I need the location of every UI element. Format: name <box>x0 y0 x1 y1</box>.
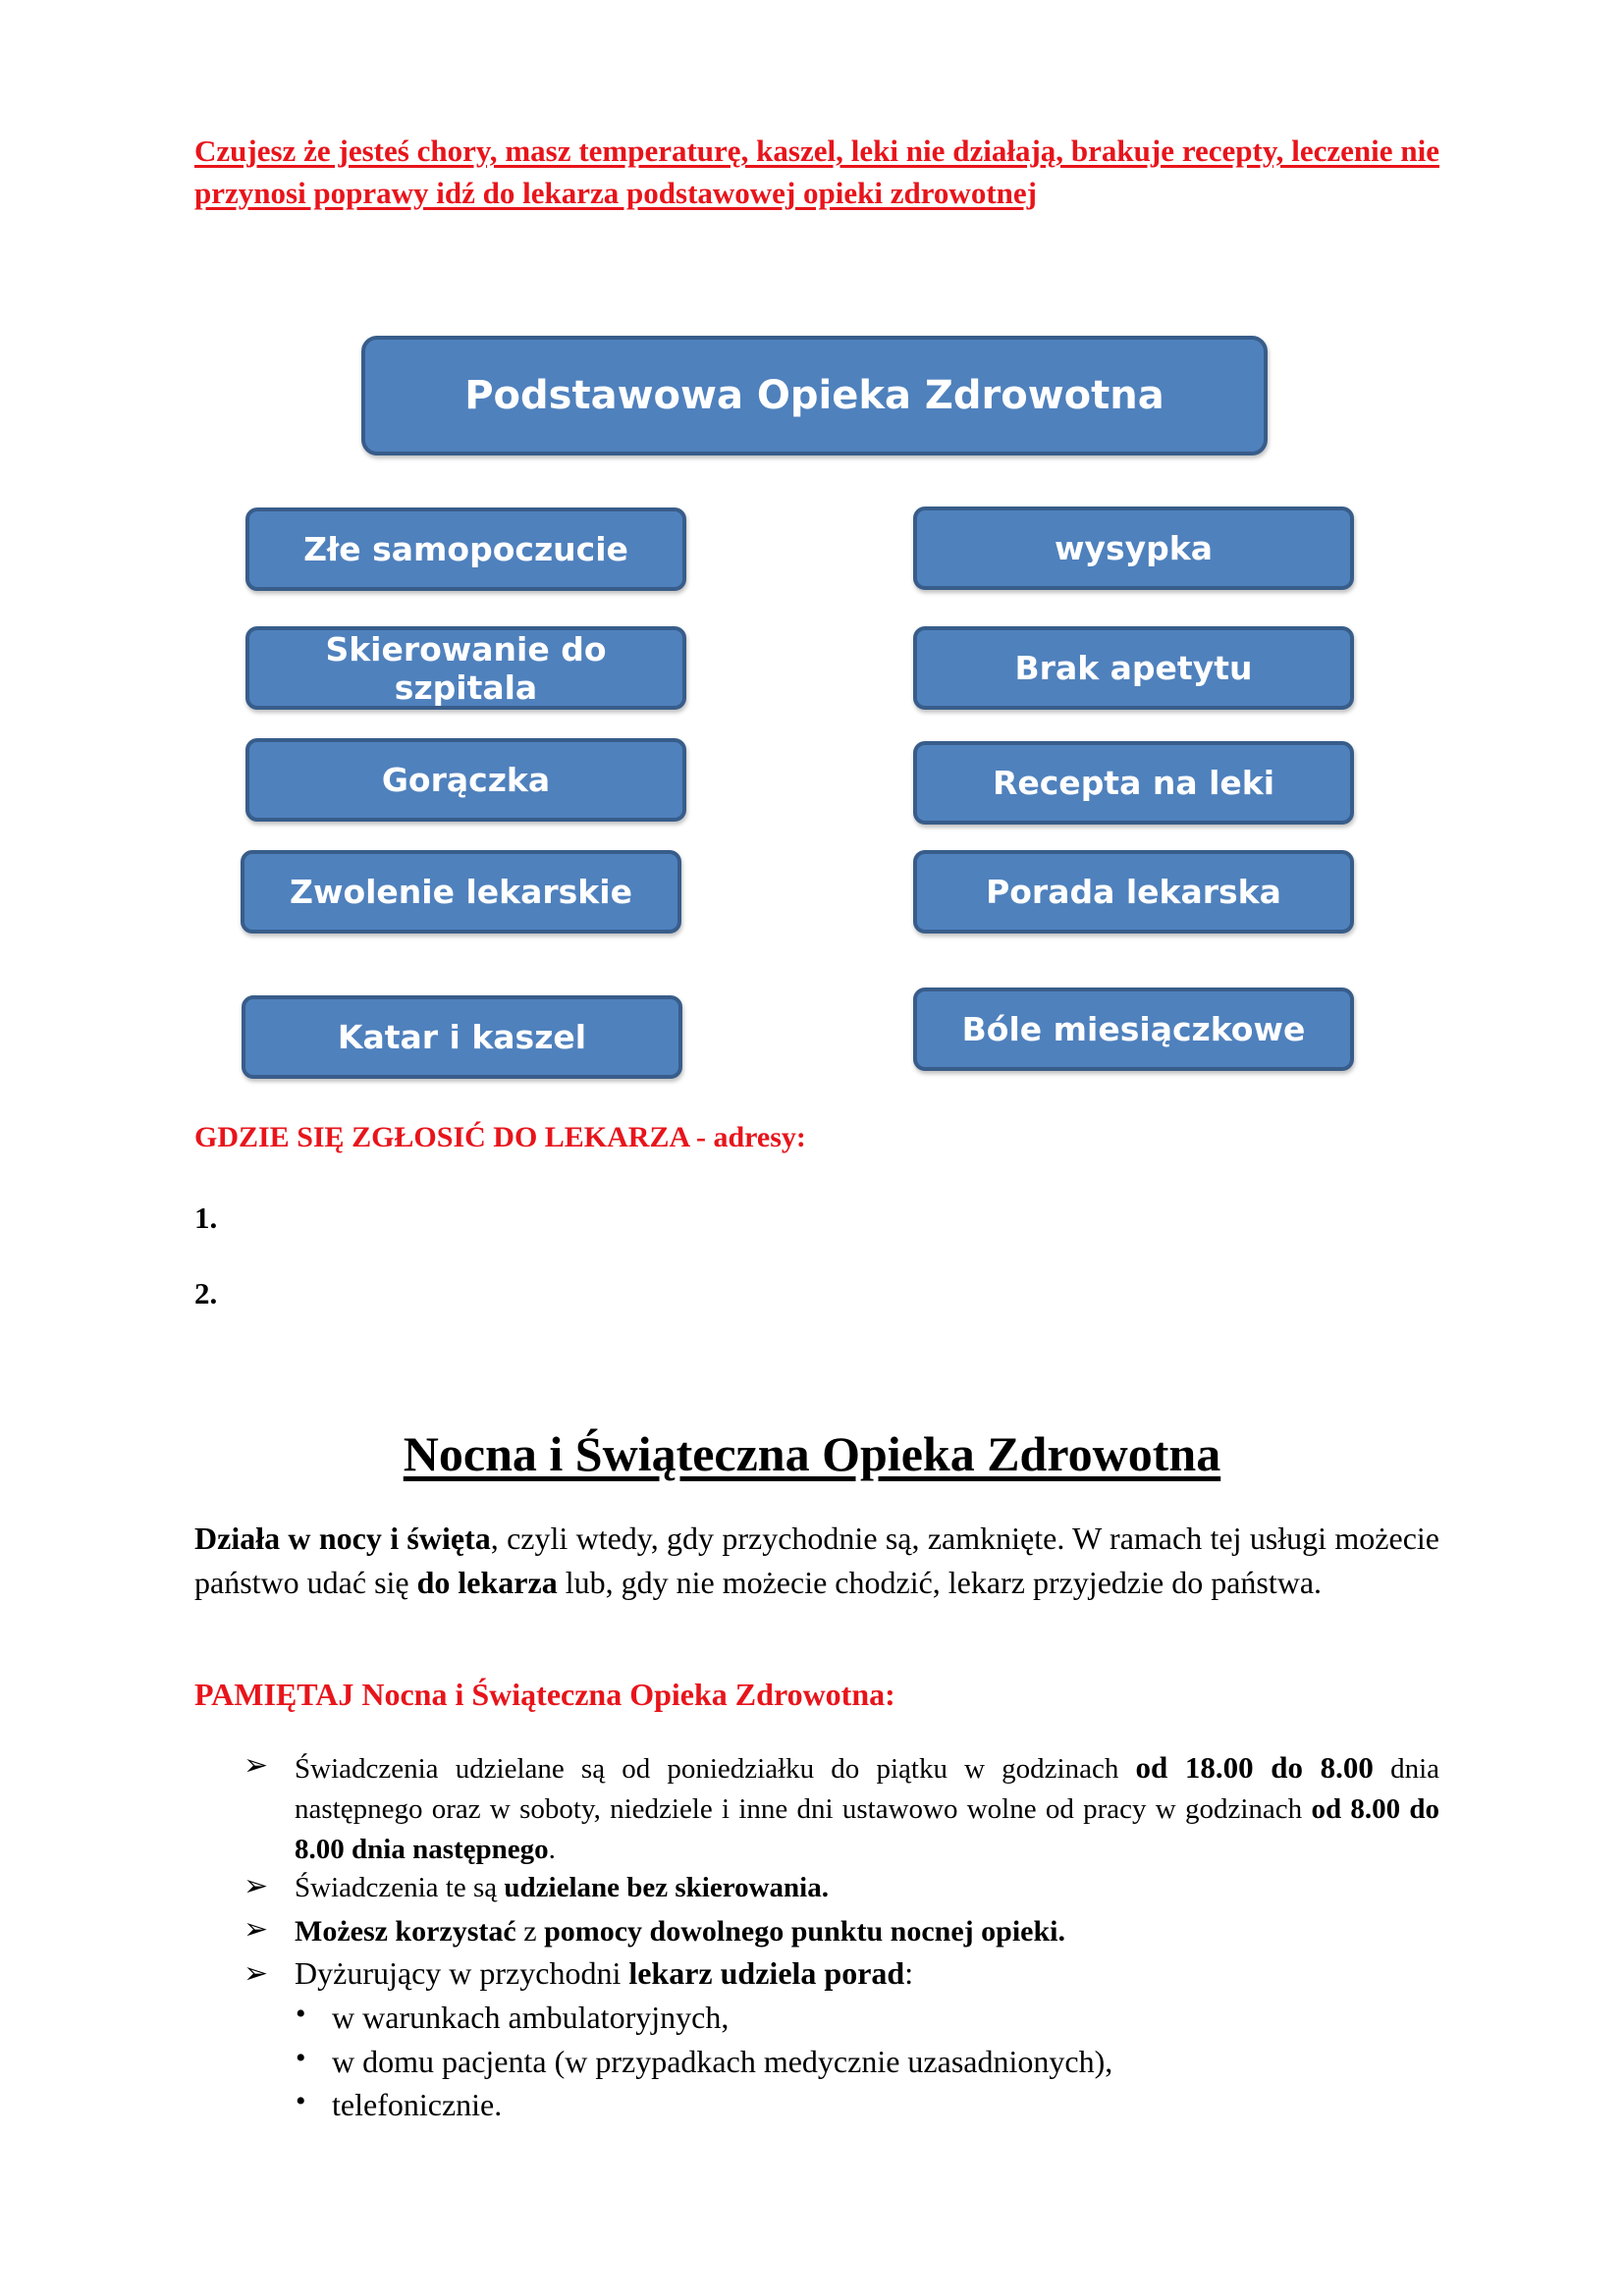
section-title: Nocna i Świąteczna Opieka Zdrowotna <box>403 1426 1221 1481</box>
sub-bullet-item: telefonicznie. <box>332 2087 503 2122</box>
bullet-hours: Świadczenia udzielane są od poniedziałku do piątku w godzinach od 18.00 do 8.00 dnia następnego oraz w soboty, niedziele i inne dni ustawowo wolne od pracy w godzinach od 8.00 do 8.00 dnia następnego. <box>295 1750 1439 1865</box>
bullet-any-point: Możesz korzystać z pomocy dowolnego punktu nocnej opieki. <box>295 1915 1065 1948</box>
arrowhead-bullet-icon: ➢ <box>244 1957 269 1990</box>
diagram-right-box: Bóle miesiączkowe <box>913 988 1354 1071</box>
diagram-left-box: Złe samopoczucie <box>245 507 686 591</box>
arrowhead-bullet-icon: ➢ <box>244 1749 269 1782</box>
sub-bullet-item: w domu pacjenta (w przypadkach medycznie uzasadnionych), <box>332 2044 1113 2079</box>
arrowhead-bullet-icon: ➢ <box>244 1870 269 1902</box>
diagram-left-box: Gorączka <box>245 738 686 822</box>
diagram-right-box: Porada lekarska <box>913 850 1354 934</box>
remember-heading: PAMIĘTAJ Nocna i Świąteczna Opieka Zdrowotna: <box>194 1677 895 1712</box>
diagram-right-box: Recepta na leki <box>913 741 1354 825</box>
dot-bullet-icon: • <box>296 2085 306 2117</box>
dot-bullet-icon: • <box>296 2042 306 2074</box>
diagram-main-box: Podstawowa Opieka Zdrowotna <box>361 336 1268 455</box>
address-item: 2. <box>194 1276 218 1310</box>
diagram-left-box: Zwolenie lekarskie <box>241 850 681 934</box>
diagram-right-box: Brak apetytu <box>913 626 1354 710</box>
bullet-no-referral: Świadczenia te są udzielane bez skierowania. <box>295 1872 829 1903</box>
sub-bullet-item: w warunkach ambulatoryjnych, <box>332 2000 730 2035</box>
dot-bullet-icon: • <box>296 1998 306 2030</box>
address-item: 1. <box>194 1201 218 1235</box>
diagram-left-box: Skierowanie do szpitala <box>245 626 686 710</box>
diagram-left-box: Katar i kaszel <box>242 995 682 1079</box>
intro-text: Czujesz że jesteś chory, masz temperaturę, kaszel, leki nie działają, brakuje recepty, leczenie nie przynosi poprawy idź do lekarza podstawowej opieki zdrowotnej <box>194 133 1439 210</box>
night-description: Działa w nocy i święta, czyli wtedy, gdy przychodnie są, zamknięte. W ramach tej usługi możecie państwo udać się do lekarza lub, gdy nie możecie chodzić, lekarz przyjedzie do państwa. <box>194 1521 1440 1600</box>
bullet-doctor-advice: Dyżurujący w przychodni lekarz udziela porad: <box>295 1955 914 1991</box>
diagram-right-box: wysypka <box>913 507 1354 590</box>
arrowhead-bullet-icon: ➢ <box>244 1913 269 1946</box>
addresses-heading: GDZIE SIĘ ZGŁOSIĆ DO LEKARZA - adresy: <box>194 1121 806 1153</box>
